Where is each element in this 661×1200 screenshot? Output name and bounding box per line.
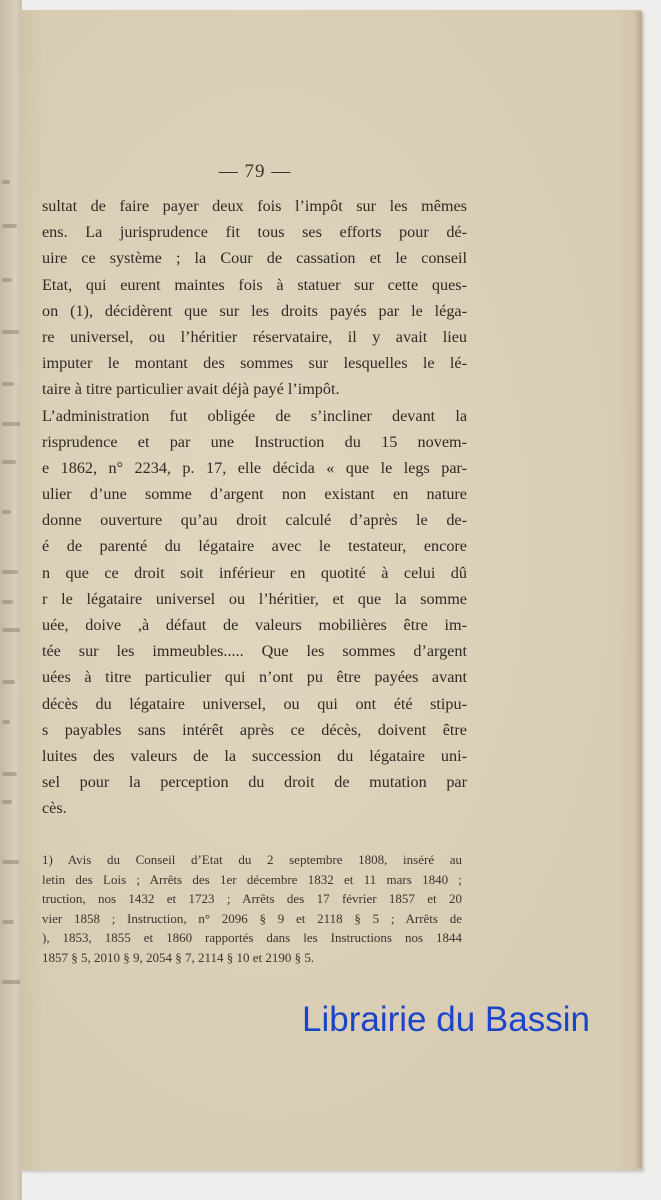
bleed-mark	[2, 628, 20, 632]
footnote-line: 1) Avis du Conseil d’Etat du 2 septembre 1808, inséré au	[42, 852, 462, 867]
body-line: ulier d’une somme d’argent non existant en nature	[42, 485, 467, 504]
bleed-mark	[2, 980, 21, 984]
body-line: risprudence et par une Instruction du 15 novem-	[42, 432, 467, 451]
book-page	[20, 10, 642, 1170]
footnotes	[42, 850, 462, 968]
bleed-mark	[2, 180, 10, 184]
body-text	[42, 193, 467, 822]
footnote-line: ), 1853, 1855 et 1860 rapportés dans les Instructions nos 1844	[42, 930, 462, 946]
body-line: L’administration fut obligée de s’incliner devant la	[42, 406, 467, 425]
body-line: e 1862, n° 2234, p. 17, elle décida « que le legs par-	[42, 458, 467, 477]
bleed-mark	[2, 278, 12, 282]
bleed-mark	[2, 510, 11, 514]
body-line: Etat, qui eurent maintes fois à statuer sur cette ques-	[42, 275, 467, 294]
body-line: sultat de faire payer deux fois l’impôt sur les mêmes	[42, 197, 467, 215]
bleed-mark	[2, 860, 19, 864]
bleed-mark	[2, 720, 10, 724]
footnote-line: letin des Lois ; Arrêts des 1er décembre 1832 et 11 mars 1840 ;	[42, 871, 462, 887]
page-number: — 79 —	[218, 161, 292, 182]
bleed-mark	[2, 920, 14, 924]
page-right-edge	[636, 12, 642, 1168]
footnote-line: truction, nos 1432 et 1723 ; Arrêts des 17 février 1857 et 20	[42, 891, 462, 907]
body-line: tée sur les immeubles..... Que les sommes d’argent	[42, 642, 467, 661]
footnote-line: vier 1858 ; Instruction, n° 2096 § 9 et 2118 § 5 ; Arrêts de	[42, 910, 462, 926]
body-line: sel pour la perception du droit de mutation par	[42, 773, 467, 792]
bleed-mark	[2, 460, 16, 464]
bleed-mark	[2, 772, 17, 776]
body-line: é de parenté du légataire avec le testateur, encore	[42, 537, 467, 556]
bleed-mark	[2, 382, 14, 386]
body-line: luites des valeurs de la succession du légataire uni-	[42, 746, 467, 765]
bleed-mark	[2, 600, 13, 604]
body-line: re universel, ou l’héritier réservataire, il y avait lieu	[42, 327, 467, 346]
body-line: uire ce système ; la Cour de cassation et le conseil	[42, 249, 467, 268]
bookseller-watermark: Librairie du Bassin	[302, 1000, 590, 1039]
body-line: ens. La jurisprudence fit tous ses efforts pour dé-	[42, 223, 467, 242]
body-line: cès.	[42, 799, 67, 818]
body-line: imputer le montant des sommes sur lesquelles le lé-	[42, 354, 467, 373]
body-line: décès du légataire universel, ou qui ont été stipu-	[42, 694, 467, 713]
bleed-mark	[2, 680, 15, 684]
body-line: on (1), décidèrent que sur les droits payés par le léga-	[42, 301, 467, 320]
body-line: uée, doive ,à défaut de valeurs mobilières être im-	[42, 616, 467, 634]
bleed-mark	[2, 800, 12, 804]
body-line: donne ouverture qu’au droit calculé d’après le de-	[42, 511, 467, 530]
footnote-line: 1857 § 5, 2010 § 9, 2054 § 7, 2114 § 10 et 2190 § 5.	[42, 949, 315, 965]
body-line: uées à titre particulier qui n’ont pu être payées avant	[42, 668, 467, 687]
body-line: taire à titre particulier avait déjà payé l’impôt.	[42, 380, 340, 399]
bleed-mark	[2, 224, 17, 228]
bleed-mark	[2, 422, 21, 426]
body-line: n que ce droit soit inférieur en quotité à celui dû	[42, 563, 467, 582]
body-line: r le légataire universel ou l’héritier, et que la somme	[42, 589, 467, 608]
body-line: s payables sans intérêt après ce décès, doivent être	[42, 720, 467, 739]
bleed-mark	[2, 330, 19, 334]
bleed-mark	[2, 570, 18, 574]
